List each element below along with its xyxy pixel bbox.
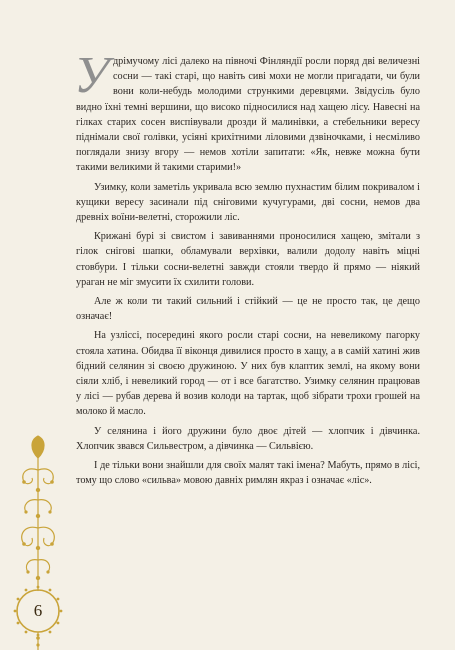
paragraph-3: Крижані бурі зі свистом і завиваннями проносилися хащею, змітали з гілок снігові шапки, обламували верхівки, валили додолу навіть міцні стовбури. І тільки сосни-велетні завжди стояли твердо й прямо — ніякий ураган не міг змусити їх схилити голови.	[76, 231, 420, 288]
paragraph-7: І де тільки вони знайшли для своїх малят такі імена? Мабуть, прямо в лісі, тому що слово «сильва» мовою давніх римлян якраз і означає «ліс».	[76, 460, 420, 487]
paragraph-1	[74, 47, 420, 176]
paragraph-2: Узимку, коли заметіль укривала всю землю пухнастим білим покривалом і кущики вересу засинали під сніговими кучугурами, дві сосни, немов два древніх воїни-велетні, сторожили ліс.	[76, 181, 420, 224]
paragraph-1-text: дрімучому лісі далеко на півночі Фінляндії росли поряд дві величезні сосни — такі старі, що навіть сиві мохи не могли пригадати, чи були вони коли-небудь молодими стрункими деревцями. Звідусіль було видно їхні темні вершини, що високо підносилися над хащею лісу. Навесні на гілках старих сосен виспівували дрозди й малинівки, а стебельники вересу піднімали свої голівки, усіяні крихітними ліловими дзвіночками, і несміливо поглядали знизу вгору — немов хотіли запитати: «Як, невже можна бути такими великими й такими старими!»	[76, 56, 420, 174]
story-text	[74, 47, 420, 492]
drop-cap: У	[74, 47, 109, 104]
ornament-vine	[0, 0, 80, 650]
page-number: 6	[18, 591, 58, 631]
paragraph-4: Але ж коли ти такий сильний і стійкий — це не просто так, це дещо означає!	[76, 296, 420, 323]
paragraph-5: На узліссі, посередині якого росли старі сосни, на невеликому пагорку стояла хатина. Обидва її віконця дивилися просто в хащу, а в самій хатині жив бідний селянин зі своєю дружиною. У них був клаптик землі, на якому вони сіяли хліб, і невеликий город — от і все багатство. Узимку селянин працював у лісі — рубав дерева й возив колоди на тартак, щоб зібрати трохи грошей на молоко й масло.	[76, 330, 420, 418]
paragraph-6: У селянина і його дружини було двоє дітей — хлопчик і дівчинка. Хлопчик звався Сильвестром, а дівчинка — Сильвією.	[76, 425, 420, 452]
